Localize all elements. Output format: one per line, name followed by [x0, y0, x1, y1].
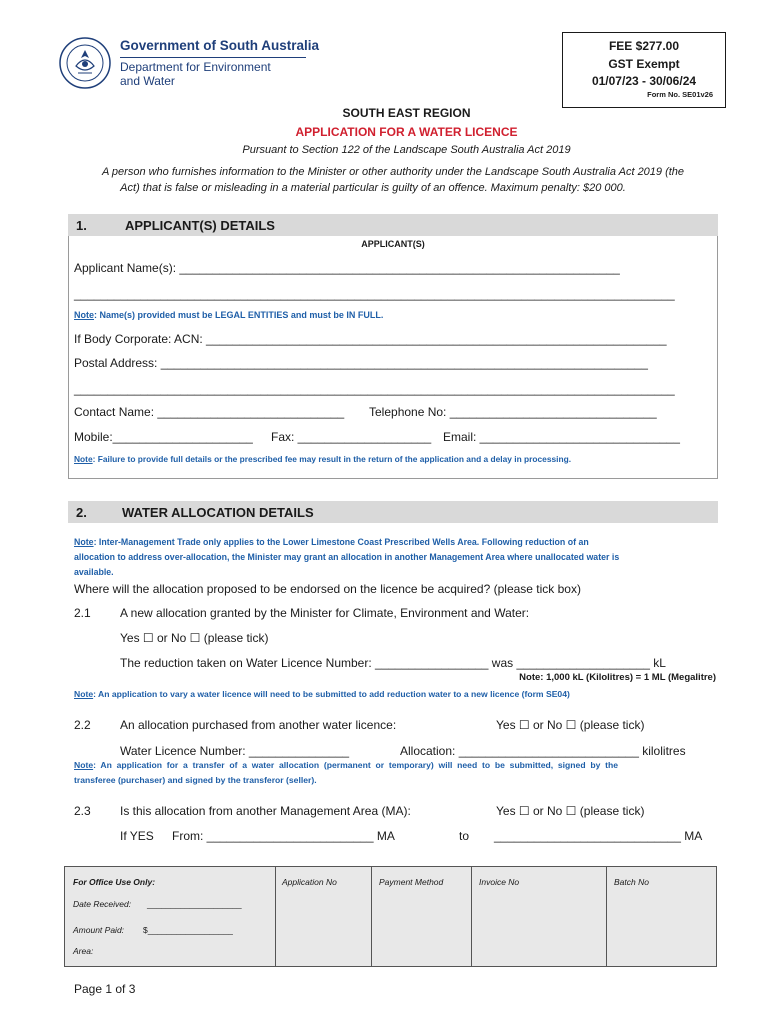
gst-status: GST Exempt — [608, 57, 680, 71]
note-text: : Inter-Management Trade only applies to the Lower Limestone Coast Prescribed Wells Area. Following reduction of an — [93, 537, 589, 547]
government-logo — [58, 36, 112, 90]
note-line-3: available. — [74, 567, 114, 577]
office-col-divider-3 — [471, 867, 472, 966]
q23-text: Is this allocation from another Management Area (MA): — [120, 804, 411, 818]
q22-number: 2.2 — [74, 718, 91, 732]
department-line-1: Department for Environment — [120, 60, 271, 74]
note-label: Note — [74, 454, 93, 464]
acn-field[interactable]: If Body Corporate: ACN: _____________________________________________________________________ — [74, 332, 667, 346]
q22-yes-no-checkboxes[interactable]: Yes ☐ or No ☐ (please tick) — [496, 718, 645, 732]
amount-paid-field[interactable]: $__________________ — [143, 925, 233, 935]
section-2-heading: WATER ALLOCATION DETAILS — [122, 505, 314, 520]
application-no-header: Application No — [282, 877, 337, 887]
office-use-title: For Office Use Only: — [73, 877, 156, 887]
q23-yes-no-checkboxes[interactable]: Yes ☐ or No ☐ (please tick) — [496, 804, 645, 818]
batch-no-header: Batch No — [614, 877, 649, 887]
section-1-number: 1. — [76, 218, 87, 233]
email-field[interactable]: Email: ______________________________ — [443, 430, 680, 444]
applicant-names-field[interactable]: Applicant Name(s): __________________________________________________________________ — [74, 261, 620, 275]
note-vary-licence — [74, 687, 570, 702]
q21-yes-no-checkboxes[interactable]: Yes ☐ or No ☐ (please tick) — [120, 631, 269, 645]
section-2-number: 2. — [76, 505, 87, 520]
note-text: : An application for a transfer of a water allocation (permanent or temporary) will need to be submitted, signed by the — [93, 760, 619, 770]
q23-to-field[interactable]: ____________________________ MA — [494, 829, 703, 843]
fee-period: 01/07/23 - 30/06/24 — [591, 74, 697, 88]
fee-amount: FEE $277.00 — [608, 39, 680, 53]
note-text: : An application to vary a water licence will need to be submitted to add reduction water to a new licence (form SE04) — [93, 689, 570, 699]
note-label: Note — [74, 310, 94, 320]
note-label: Note — [74, 537, 94, 547]
office-col-divider-4 — [606, 867, 607, 966]
note-failure-details — [74, 452, 571, 467]
fax-field[interactable]: Fax: ____________________ — [271, 430, 432, 444]
department-line-2: and Water — [120, 74, 175, 88]
applicant-names-line-2[interactable]: __________________________________________________________________________________________ — [74, 287, 675, 301]
page-number: Page 1 of 3 — [74, 982, 136, 996]
q21-text: A new allocation granted by the Minister for Climate, Environment and Water: — [120, 606, 530, 620]
q23-if-yes-label: If YES — [120, 829, 154, 843]
warning-line-1: A person who furnishes information to the Minister or other authority under the Landscape South Australia Act 2019 (the — [101, 166, 685, 178]
area-label: Area: — [73, 946, 94, 956]
note-label: Note — [74, 760, 94, 770]
telephone-field[interactable]: Telephone No: _______________________________ — [369, 405, 657, 419]
allocation-question: Where will the allocation proposed to be endorsed on the licence be acquired? (please tick box) — [74, 582, 581, 596]
q23-number: 2.3 — [74, 804, 91, 818]
q23-from-field[interactable]: From: _________________________ MA — [172, 829, 395, 843]
mobile-field[interactable]: Mobile:_____________________ — [74, 430, 253, 444]
applicants-subheading: APPLICANT(S) — [361, 239, 425, 249]
header-divider — [120, 57, 306, 58]
note-line-1 — [74, 758, 618, 773]
note-text: : Name(s) provided must be LEGAL ENTITIES and must be IN FULL. — [94, 310, 384, 320]
postal-address-line-2[interactable]: __________________________________________________________________________________________ — [74, 382, 675, 396]
form-number: Form No. SE01v26 — [647, 90, 713, 99]
government-name: Government of South Australia — [120, 38, 320, 53]
q22-text: An allocation purchased from another water licence: — [120, 718, 397, 732]
office-col-divider-2 — [371, 867, 372, 966]
note-transfer-allocation — [74, 758, 618, 788]
note-line-2: allocation to address over-allocation, the Minister may grant an allocation in another Management Area where unallocated water is — [74, 552, 620, 562]
date-received-label: Date Received: — [73, 899, 132, 909]
section-1-header — [68, 214, 718, 236]
note-label: Note — [74, 689, 94, 699]
office-col-divider-1 — [275, 867, 276, 966]
section-2-header — [68, 501, 718, 523]
q22-licence-number-field[interactable]: Water Licence Number: _______________ — [120, 744, 350, 758]
fee-box — [562, 32, 726, 108]
pursuant-line: Pursuant to Section 122 of the Landscape South Australia Act 2019 — [242, 144, 571, 156]
warning-line-2: Act) that is false or misleading in a material particular is guilty of an offence. Maximum penalty: $20 000. — [120, 182, 626, 194]
q22-allocation-field[interactable]: Allocation: ___________________________ kilolitres — [400, 744, 686, 758]
note-text: : Failure to provide full details or the prescribed fee may result in the return of the application and a delay in processing. — [92, 454, 572, 464]
q21-conversion-note: Note: 1,000 kL (Kilolitres) = 1 ML (Megalitre) — [519, 672, 716, 683]
q23-to-label: to — [459, 829, 470, 843]
q21-number: 2.1 — [74, 606, 91, 620]
note-inter-management-trade — [74, 535, 619, 580]
note-line-1 — [74, 535, 619, 550]
date-received-field[interactable]: ____________________ — [147, 899, 242, 909]
note-legal-entities — [74, 308, 383, 323]
payment-method-header: Payment Method — [379, 877, 444, 887]
section-1-heading: APPLICANT(S) DETAILS — [125, 218, 275, 233]
office-use-table — [64, 866, 717, 967]
region-title: SOUTH EAST REGION — [342, 106, 471, 120]
q21-reduction-field[interactable]: The reduction taken on Water Licence Number: _________________ was ____________________ kL — [120, 656, 666, 670]
contact-name-field[interactable]: Contact Name: ____________________________ — [74, 405, 345, 419]
postal-address-field[interactable]: Postal Address: _________________________________________________________________________ — [74, 356, 648, 370]
form-title: APPLICATION FOR A WATER LICENCE — [295, 125, 518, 139]
sa-crest-icon — [58, 36, 112, 90]
invoice-no-header: Invoice No — [479, 877, 520, 887]
amount-paid-label: Amount Paid: — [73, 925, 125, 935]
note-line-2: transferee (purchaser) and signed by the transferor (seller). — [74, 775, 317, 785]
